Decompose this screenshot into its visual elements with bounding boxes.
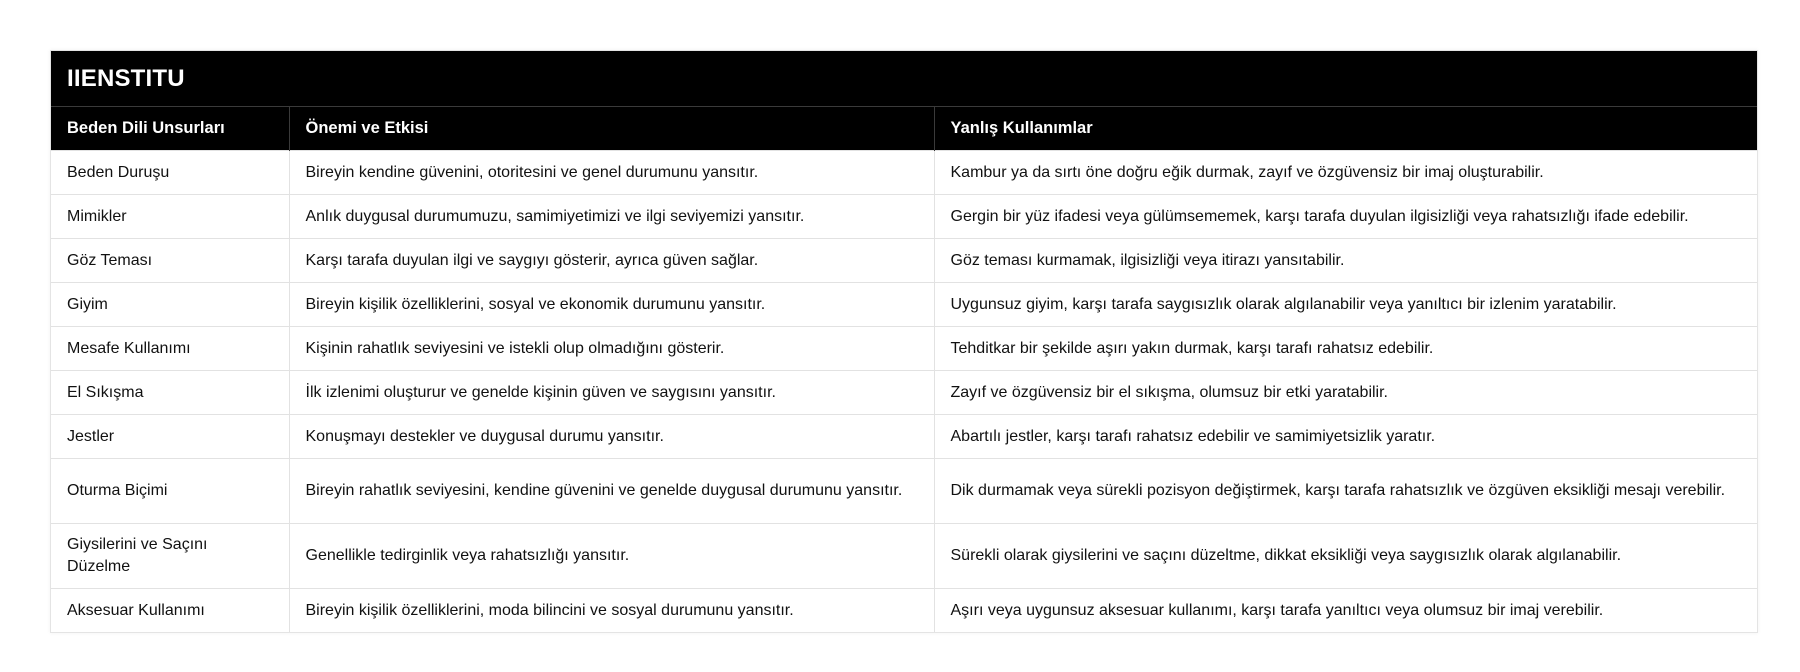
table-cell: Oturma Biçimi bbox=[51, 459, 289, 524]
table-cell: Giyim bbox=[51, 283, 289, 327]
table-cell: Bireyin kişilik özelliklerini, moda bilincini ve sosyal durumunu yansıtır. bbox=[289, 589, 934, 633]
table-cell: Mesafe Kullanımı bbox=[51, 327, 289, 371]
table-cell: Göz teması kurmamak, ilgisizliği veya itirazı yansıtabilir. bbox=[934, 239, 1757, 283]
table-cell: Bireyin kişilik özelliklerini, sosyal ve ekonomik durumunu yansıtır. bbox=[289, 283, 934, 327]
table-card bbox=[50, 50, 1758, 633]
table-row bbox=[51, 415, 1757, 459]
table-row bbox=[51, 195, 1757, 239]
table-cell: Kişinin rahatlık seviyesini ve istekli olup olmadığını gösterir. bbox=[289, 327, 934, 371]
table-row bbox=[51, 283, 1757, 327]
table-cell: Mimikler bbox=[51, 195, 289, 239]
table-row bbox=[51, 459, 1757, 524]
table-row bbox=[51, 151, 1757, 195]
table-cell: Anlık duygusal durumumuzu, samimiyetimizi ve ilgi seviyemizi yansıtır. bbox=[289, 195, 934, 239]
table-cell: Bireyin rahatlık seviyesini, kendine güvenini ve genelde duygusal durumunu yansıtır. bbox=[289, 459, 934, 524]
table-row bbox=[51, 327, 1757, 371]
table-cell: Göz Teması bbox=[51, 239, 289, 283]
table-row bbox=[51, 524, 1757, 589]
column-header: Beden Dili Unsurları bbox=[51, 107, 289, 151]
table-cell: El Sıkışma bbox=[51, 371, 289, 415]
table-title: IIENSTITU bbox=[51, 51, 1757, 107]
table-cell: Beden Duruşu bbox=[51, 151, 289, 195]
column-header: Yanlış Kullanımlar bbox=[934, 107, 1757, 151]
table-cell: Abartılı jestler, karşı tarafı rahatsız edebilir ve samimiyetsizlik yaratır. bbox=[934, 415, 1757, 459]
table-cell: Konuşmayı destekler ve duygusal durumu yansıtır. bbox=[289, 415, 934, 459]
table-cell: Kambur ya da sırtı öne doğru eğik durmak, zayıf ve özgüvensiz bir imaj oluşturabilir. bbox=[934, 151, 1757, 195]
table-cell: Tehditkar bir şekilde aşırı yakın durmak, karşı tarafı rahatsız edebilir. bbox=[934, 327, 1757, 371]
table-cell: Zayıf ve özgüvensiz bir el sıkışma, olumsuz bir etki yaratabilir. bbox=[934, 371, 1757, 415]
table-cell: Aksesuar Kullanımı bbox=[51, 589, 289, 633]
table-cell: Giysilerini ve Saçını Düzelme bbox=[51, 524, 289, 589]
table-cell: İlk izlenimi oluşturur ve genelde kişinin güven ve saygısını yansıtır. bbox=[289, 371, 934, 415]
table-cell: Aşırı veya uygunsuz aksesuar kullanımı, karşı tarafa yanıltıcı veya olumsuz bir imaj verebilir. bbox=[934, 589, 1757, 633]
table-cell: Genellikle tedirginlik veya rahatsızlığı yansıtır. bbox=[289, 524, 934, 589]
data-table bbox=[51, 107, 1757, 632]
table-cell: Jestler bbox=[51, 415, 289, 459]
table-cell: Sürekli olarak giysilerini ve saçını düzeltme, dikkat eksikliği veya saygısızlık olarak algılanabilir. bbox=[934, 524, 1757, 589]
column-header: Önemi ve Etkisi bbox=[289, 107, 934, 151]
table-row bbox=[51, 371, 1757, 415]
header-row bbox=[51, 107, 1757, 151]
table-row bbox=[51, 589, 1757, 633]
table-row bbox=[51, 239, 1757, 283]
table-cell: Dik durmamak veya sürekli pozisyon değiştirmek, karşı tarafa rahatsızlık ve özgüven eksikliği mesajı verebilir. bbox=[934, 459, 1757, 524]
table-cell: Bireyin kendine güvenini, otoritesini ve genel durumunu yansıtır. bbox=[289, 151, 934, 195]
table-cell: Karşı tarafa duyulan ilgi ve saygıyı gösterir, ayrıca güven sağlar. bbox=[289, 239, 934, 283]
table-cell: Uygunsuz giyim, karşı tarafa saygısızlık olarak algılanabilir veya yanıltıcı bir izlenim yaratabilir. bbox=[934, 283, 1757, 327]
table-cell: Gergin bir yüz ifadesi veya gülümsememek, karşı tarafa duyulan ilgisizliği veya rahatsızlığı ifade edebilir. bbox=[934, 195, 1757, 239]
